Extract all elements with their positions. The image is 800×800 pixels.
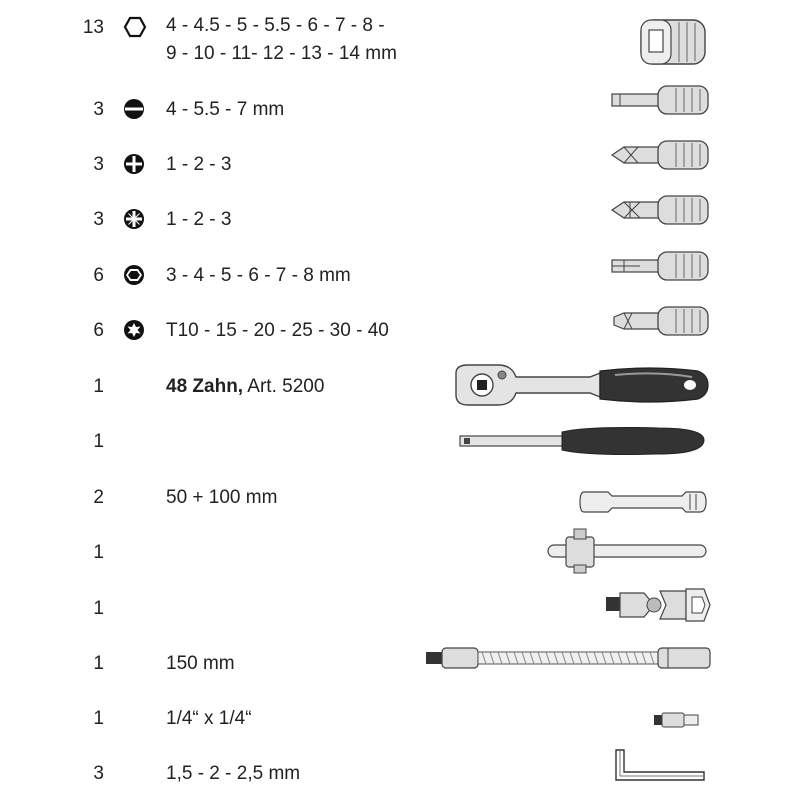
ratchet-description bbox=[166, 373, 324, 401]
pozidriv-icon bbox=[123, 208, 145, 230]
phillips-bit-socket-image bbox=[610, 137, 710, 173]
sizes: 1 - 2 - 3 bbox=[166, 209, 232, 230]
torx-bit-socket-image bbox=[610, 303, 710, 339]
universal-joint-image bbox=[604, 583, 712, 627]
hex-key-icon bbox=[123, 264, 145, 286]
slotted-icon bbox=[123, 98, 145, 120]
quantity: 1 bbox=[93, 598, 104, 619]
extension-bar-image bbox=[578, 488, 710, 516]
pozidriv-bit-socket-image bbox=[610, 192, 710, 228]
phillips-icon bbox=[123, 153, 145, 175]
quantity: 3 bbox=[93, 154, 104, 175]
slotted-bit-socket-image bbox=[610, 82, 710, 118]
ratchet-image bbox=[450, 361, 712, 411]
quantity: 1 bbox=[93, 708, 104, 729]
quantity: 6 bbox=[93, 320, 104, 341]
hex-socket-image bbox=[637, 18, 709, 68]
sizes: 50 + 100 mm bbox=[166, 487, 278, 508]
sizes: 1 - 2 - 3 bbox=[166, 154, 232, 175]
sizes-line-1: 4 - 4.5 - 5 - 5.5 - 6 - 7 - 8 - bbox=[166, 15, 385, 36]
sizes: 4 - 5.5 - 7 mm bbox=[166, 99, 285, 120]
length: 150 mm bbox=[166, 653, 235, 674]
adapter-size: 1/4“ x 1/4“ bbox=[166, 708, 252, 729]
torx-icon bbox=[123, 319, 145, 341]
quantity: 3 bbox=[93, 763, 104, 784]
sizes: 1,5 - 2 - 2,5 mm bbox=[166, 763, 301, 784]
hex-bit-socket-image bbox=[610, 248, 710, 284]
sizes: T10 - 15 - 20 - 25 - 30 - 40 bbox=[166, 320, 389, 341]
quantity: 13 bbox=[82, 17, 104, 38]
quantity: 1 bbox=[93, 376, 104, 397]
sliding-t-bar-image bbox=[546, 527, 712, 575]
sizes: 3 - 4 - 5 - 6 - 7 - 8 mm bbox=[166, 265, 351, 286]
sizes-line-2: 9 - 10 - 11- 12 - 13 - 14 mm bbox=[166, 43, 397, 64]
quantity: 1 bbox=[93, 653, 104, 674]
quantity: 1 bbox=[93, 542, 104, 563]
quantity: 1 bbox=[93, 431, 104, 452]
quantity: 3 bbox=[93, 99, 104, 120]
quantity: 3 bbox=[93, 209, 104, 230]
flexible-extension-image bbox=[424, 644, 714, 672]
quantity: 6 bbox=[93, 265, 104, 286]
hexagon-outline-icon bbox=[124, 16, 146, 38]
quantity: 2 bbox=[93, 487, 104, 508]
hex-key-image bbox=[612, 748, 708, 784]
screwdriver-handle-image bbox=[458, 424, 708, 460]
article-number: Art. 5200 bbox=[243, 376, 325, 397]
teeth-count: 48 Zahn, bbox=[166, 376, 244, 397]
bit-adapter-image bbox=[652, 711, 702, 729]
